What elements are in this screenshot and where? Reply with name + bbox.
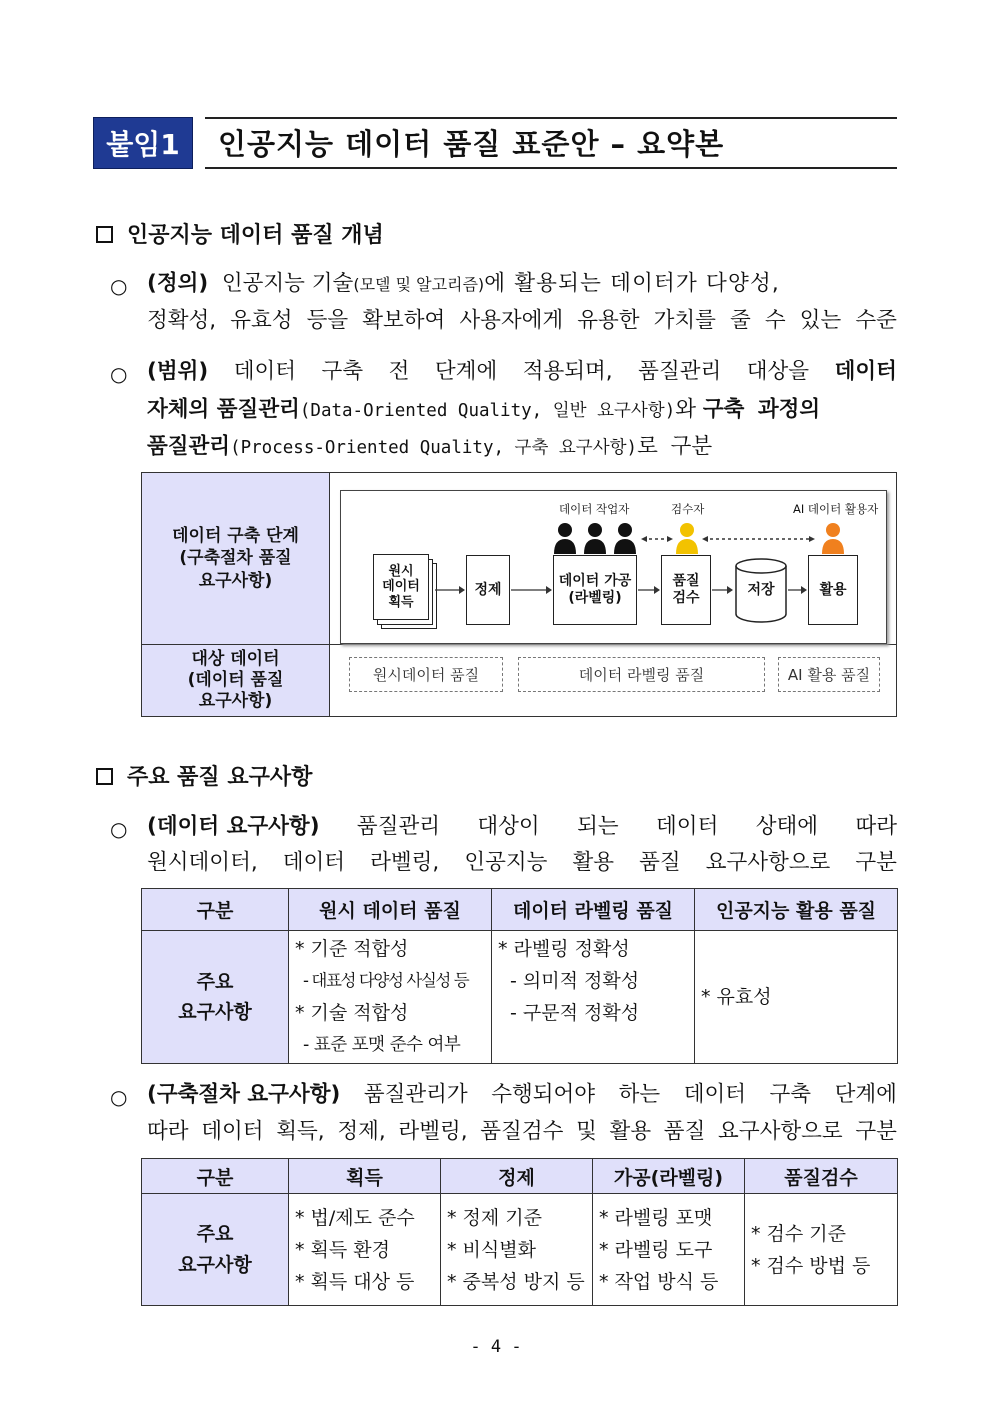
role-label-ai-user: AI 데이터 활용자 <box>793 502 879 516</box>
bullet-circle-icon: ○ <box>110 817 128 841</box>
row-label: 주요 요구사항 <box>142 931 289 1064</box>
scope-line-3: 품질관리(Process-Oriented Quality, 구축 요구사항)로 구분 <box>147 434 713 459</box>
ai-use-quality-cell: * 유효성 <box>695 931 898 1064</box>
checkbox-square-icon <box>96 768 113 785</box>
appendix-badge: 붙임1 <box>93 117 193 169</box>
definition-line-1: (정의) 인공지능 기술(모델 및 알고리즘)에 활용되는 데이터가 다양성, <box>147 271 780 296</box>
header-rule-top <box>205 117 897 119</box>
target-labeling-quality: 데이터 라벨링 품질 <box>518 657 765 692</box>
role-label-inspector: 검수자 <box>671 502 705 516</box>
table-header: 정제 <box>441 1159 593 1194</box>
raw-data-quality-cell: * 기준 적합성 - 대표성 다양성 사실성 등 * 기술 적합성 - 표준 포맷 준수 여부 <box>289 931 492 1064</box>
data-req-line-2: 원시데이터, 데이터 라벨링, 인공지능 활용 품질 요구사항으로 구분 <box>147 850 897 875</box>
section-heading-concept: 인공지능 데이터 품질 개념 <box>96 218 384 249</box>
section-heading-requirements: 주요 품질 요구사항 <box>96 760 312 791</box>
target-ai-use-quality: AI 활용 품질 <box>778 657 880 692</box>
scope-line-2: 자체의 품질관리(Data-Oriented Quality, 일반 요구사항)와 구축 과정의 <box>147 397 821 422</box>
table-header: 데이터 라벨링 품질 <box>492 889 695 931</box>
step-use: 활용 <box>808 555 858 625</box>
row-label: 주요 요구사항 <box>142 1194 289 1306</box>
table-header: 품질검수 <box>745 1159 898 1194</box>
definition-line-2: 정확성, 유효성 등을 확보하여 사용자에게 유용한 가치를 줄 수 있는 수준 <box>147 308 897 333</box>
header-rule-bottom <box>205 167 897 169</box>
table-header: 원시 데이터 품질 <box>289 889 492 931</box>
proc-req-line-2: 따라 데이터 획득, 정제, 라벨링, 품질검수 및 활용 품질 요구사항으로 구분 <box>147 1119 897 1144</box>
target-data-label: 대상 데이터 (데이터 품질 요구사항) <box>142 644 330 716</box>
step-quality-inspect: 품질 검수 <box>661 555 711 625</box>
data-requirements-table <box>141 888 898 1064</box>
process-flow-panel <box>340 490 887 644</box>
refine-req-cell: * 정제 기준 * 비식별화 * 중복성 방지 등 <box>441 1194 593 1306</box>
step-raw-data-acquire: 원시 데이터 획득 <box>373 554 429 620</box>
proc-req-line-1: (구축절차 요구사항) 품질관리가 수행되어야 하는 데이터 구축 단계에 <box>147 1082 897 1107</box>
inspect-req-cell: * 검수 기준 * 검수 방법 등 <box>745 1194 898 1306</box>
labeling-req-cell: * 라벨링 포맷 * 라벨링 도구 * 작업 방식 등 <box>593 1194 745 1306</box>
flow-arrows <box>341 491 888 645</box>
page-title: 인공지능 데이터 품질 표준안 – 요약본 <box>218 127 725 161</box>
process-requirements-table <box>141 1158 898 1306</box>
step-labeling: 데이터 가공 (라벨링) <box>553 555 637 625</box>
role-label-worker: 데이터 작업자 <box>559 502 630 516</box>
bullet-circle-icon: ○ <box>110 274 128 298</box>
table-header: 가공(라벨링) <box>593 1159 745 1194</box>
step-store: 저장 <box>747 581 775 598</box>
table-header: 획득 <box>289 1159 441 1194</box>
table-header: 인공지능 활용 품질 <box>695 889 898 931</box>
labeling-quality-cell: * 라벨링 정확성 - 의미적 정확성 - 구문적 정확성 <box>492 931 695 1064</box>
table-header: 구분 <box>142 1159 289 1194</box>
scope-line-1: (범위) 데이터 구축 전 단계에 적용되며, 품질관리 대상을 데이터 <box>147 359 897 384</box>
build-stage-label: 데이터 구축 단계 (구축절차 품질 요구사항) <box>142 473 330 644</box>
checkbox-square-icon <box>96 226 113 243</box>
page-number: - 4 - <box>470 1337 522 1357</box>
target-raw-data-quality: 원시데이터 품질 <box>349 657 503 692</box>
table-header: 구분 <box>142 889 289 931</box>
bullet-circle-icon: ○ <box>110 362 128 386</box>
bullet-circle-icon: ○ <box>110 1085 128 1109</box>
acquire-req-cell: * 법/제도 준수 * 획득 환경 * 획득 대상 등 <box>289 1194 441 1306</box>
step-refine: 정제 <box>466 555 510 625</box>
data-req-line-1: (데이터 요구사항) 품질관리 대상이 되는 데이터 상태에 따라 <box>147 814 897 839</box>
